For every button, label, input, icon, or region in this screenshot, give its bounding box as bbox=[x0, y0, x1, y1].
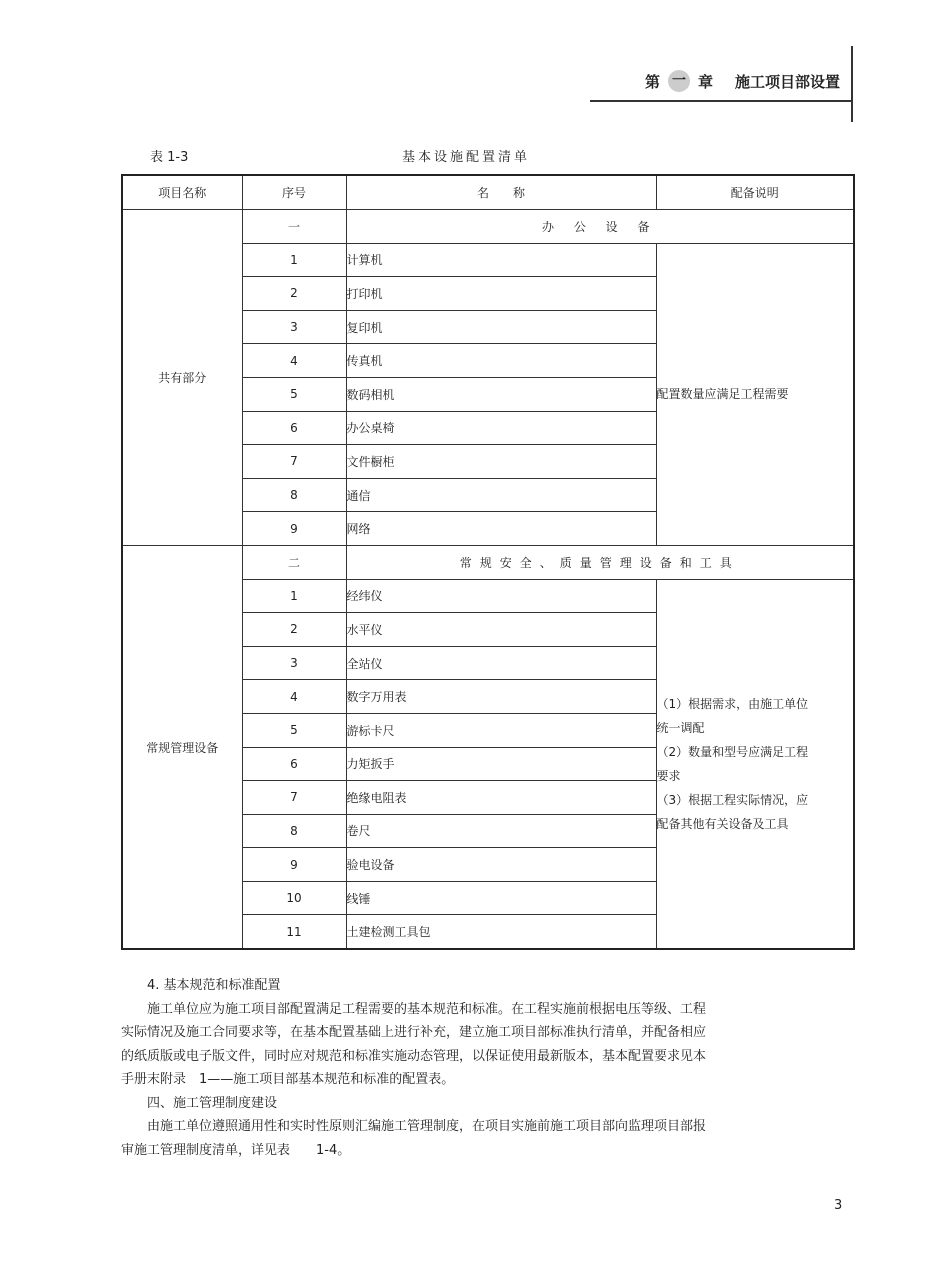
paragraph-line: 施工单位应为施工项目部配置满足工程需要的基本规范和标准。在工程实施前根据电压等级、工程 bbox=[147, 1001, 707, 1017]
chapter-prefix: 第 bbox=[644, 72, 660, 91]
column-header: 序号 bbox=[242, 175, 346, 210]
row-number-cell: 8 bbox=[242, 478, 346, 512]
header-rule bbox=[851, 46, 853, 122]
body-text bbox=[121, 974, 781, 1162]
chapter-suffix: 章 bbox=[697, 72, 713, 91]
section-index-cell: 一 bbox=[242, 210, 346, 244]
item-name-cell: 传真机 bbox=[346, 344, 656, 378]
section-title-cell: 办 公 设 备 bbox=[346, 210, 854, 244]
paragraph-line: 实际情况及施工合同要求等，在基本配置基础上进行补充，建立施工项目部标准执行清单，并配备相应 bbox=[121, 1025, 707, 1040]
note-line: （2）数量和型号应满足工程 bbox=[656, 744, 809, 759]
section-title-cell: 常规安全、质量管理设备和工具 bbox=[346, 545, 854, 579]
category-cell: 常规管理设备 bbox=[122, 545, 242, 949]
row-number-cell: 11 bbox=[242, 915, 346, 949]
item-name-cell: 打印机 bbox=[346, 277, 656, 311]
note-line: （1）根据需求，由施工单位 bbox=[656, 696, 809, 711]
row-number-cell: 7 bbox=[242, 781, 346, 815]
row-number-cell: 6 bbox=[242, 747, 346, 781]
paragraph-line: 由施工单位遵照通用性和实时性原则汇编施工管理制度，在项目实施前施工项目部向监理项目部报 bbox=[147, 1119, 707, 1134]
row-number-cell: 1 bbox=[242, 579, 346, 613]
row-number-cell: 7 bbox=[242, 445, 346, 479]
item-name-cell: 复印机 bbox=[346, 310, 656, 344]
section-row bbox=[122, 210, 854, 244]
note-line: 配备其他有关设备及工具 bbox=[656, 816, 789, 831]
item-name-cell: 游标卡尺 bbox=[346, 713, 656, 747]
note-line: 统一调配 bbox=[656, 720, 705, 735]
row-number-cell: 4 bbox=[242, 344, 346, 378]
chapter-number: 一 bbox=[668, 70, 690, 92]
chapter-title: 施工项目部设置 bbox=[734, 72, 840, 91]
section-index-cell: 二 bbox=[242, 545, 346, 579]
section-row bbox=[122, 545, 854, 579]
item-name-cell: 网络 bbox=[346, 512, 656, 546]
column-header: 项目名称 bbox=[122, 175, 242, 210]
item-name-cell: 验电设备 bbox=[346, 848, 656, 882]
paragraph-line: 审施工管理制度清单，详见表 1-4。 bbox=[121, 1142, 351, 1158]
row-number-cell: 8 bbox=[242, 814, 346, 848]
item-name-cell: 水平仪 bbox=[346, 613, 656, 647]
table-label: 表 1-3 bbox=[150, 150, 189, 165]
item-name-cell: 土建检测工具包 bbox=[346, 915, 656, 949]
row-number-cell: 2 bbox=[242, 277, 346, 311]
note-cell bbox=[656, 243, 854, 545]
note-line: （3）根据工程实际情况，应 bbox=[656, 792, 809, 807]
paragraph-line: 的纸质版或电子版文件，同时应对规范和标准实施动态管理，以保证使用最新版本，基本配置要求见本 bbox=[121, 1048, 707, 1064]
row-number-cell: 5 bbox=[242, 713, 346, 747]
item-name-cell: 线锤 bbox=[346, 881, 656, 915]
item-name-cell: 绝缘电阻表 bbox=[346, 781, 656, 815]
item-name-cell: 卷尺 bbox=[346, 814, 656, 848]
item-name-cell: 力矩扳手 bbox=[346, 747, 656, 781]
row-number-cell: 4 bbox=[242, 680, 346, 714]
note-line: 要求 bbox=[656, 768, 681, 783]
row-number-cell: 1 bbox=[242, 243, 346, 277]
column-header: 配备说明 bbox=[656, 175, 854, 210]
row-number-cell: 2 bbox=[242, 613, 346, 647]
row-number-cell: 10 bbox=[242, 881, 346, 915]
note-line: 配置数量应满足工程需要 bbox=[656, 387, 789, 402]
item-name-cell: 全站仪 bbox=[346, 646, 656, 680]
table-header-row bbox=[122, 175, 854, 210]
row-number-cell: 9 bbox=[242, 848, 346, 882]
column-header: 名 称 bbox=[346, 175, 656, 210]
item-name-cell: 经纬仪 bbox=[346, 579, 656, 613]
category-cell: 共有部分 bbox=[122, 210, 242, 546]
item-name-cell: 计算机 bbox=[346, 243, 656, 277]
row-number-cell: 6 bbox=[242, 411, 346, 445]
row-number-cell: 3 bbox=[242, 646, 346, 680]
page-number: 3 bbox=[834, 1198, 843, 1213]
chapter-header bbox=[590, 62, 852, 102]
paragraph-line: 手册末附录 1——施工项目部基本规范和标准的配置表。 bbox=[121, 1072, 455, 1087]
facility-config-table bbox=[121, 174, 855, 950]
item-name-cell: 文件橱柜 bbox=[346, 445, 656, 479]
row-number-cell: 3 bbox=[242, 310, 346, 344]
section-heading: 四、施工管理制度建设 bbox=[147, 1095, 278, 1111]
row-number-cell: 5 bbox=[242, 377, 346, 411]
section-heading: 4. 基本规范和标准配置 bbox=[147, 978, 281, 993]
item-name-cell: 数字万用表 bbox=[346, 680, 656, 714]
item-name-cell: 数码相机 bbox=[346, 377, 656, 411]
table-title: 基本设施配置清单 bbox=[402, 150, 531, 165]
row-number-cell: 9 bbox=[242, 512, 346, 546]
item-name-cell: 通信 bbox=[346, 478, 656, 512]
note-cell bbox=[656, 579, 854, 949]
item-name-cell: 办公桌椅 bbox=[346, 411, 656, 445]
